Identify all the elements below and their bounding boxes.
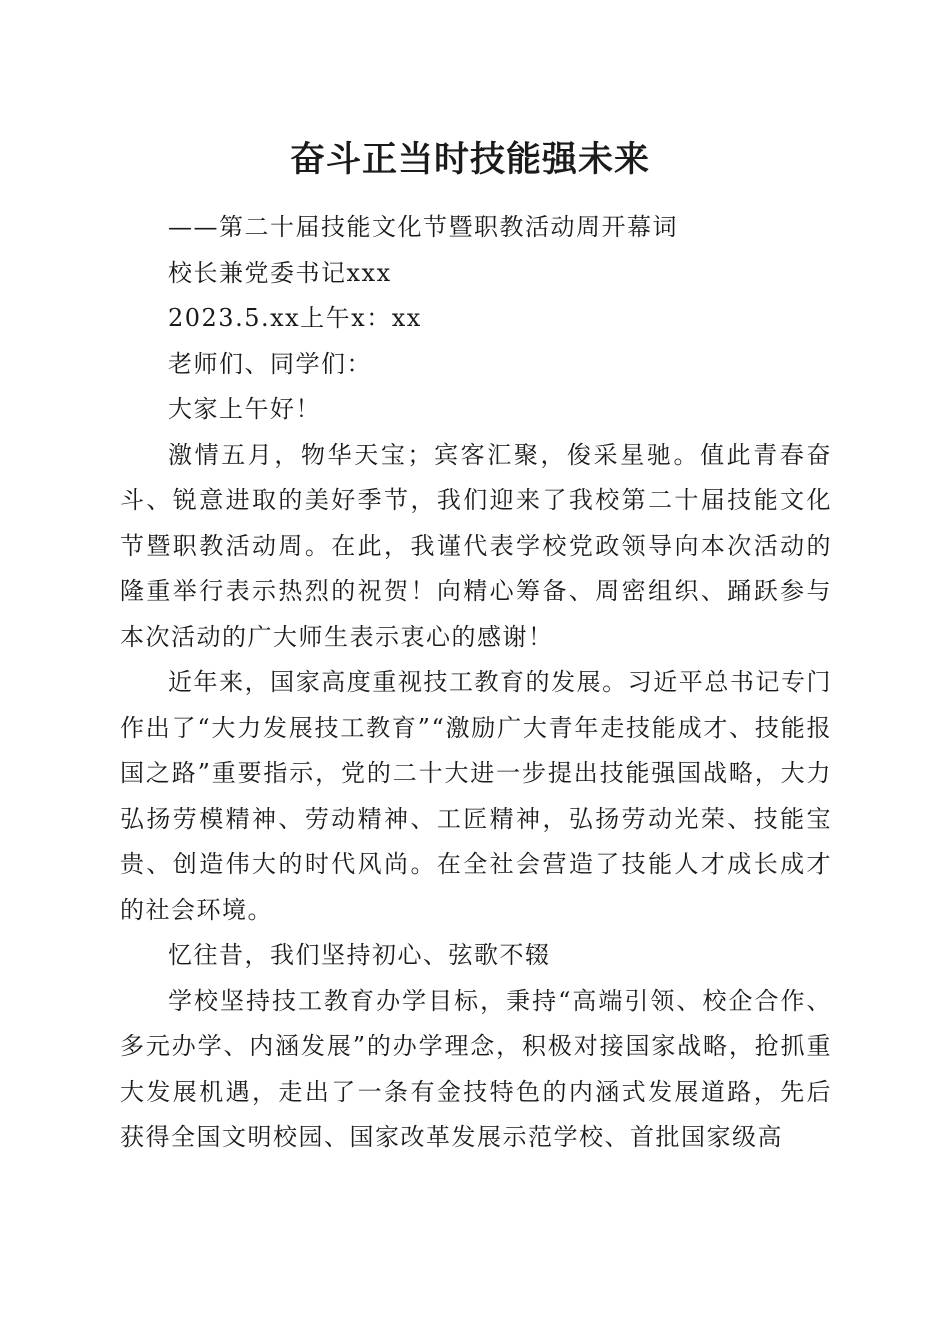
subtitle: ——第二十届技能文化节暨职教活动周开幕词 — [168, 213, 678, 241]
author-line: 校长兼党委书记xxx — [168, 258, 392, 287]
document-title: 奋斗正当时技能强未来 — [289, 139, 650, 180]
salutation: 老师们、同学们： — [168, 349, 372, 378]
body-paragraph: 近年来，国家高度重视技工教育的发展。习近平总书记专门作出了“大力发展技工教育”“激励广大青年走技能成才、技能报国之路”重要指示，党的二十大进一步提出技能强国战略，大力弘扬劳模精神、劳动精神、工匠精神，弘扬劳动光荣、技能宝贵、创造伟大的时代风尚。在全社会营造了技能人才成长成才的社会环境。 — [120, 668, 832, 924]
body-paragraph: 学校坚持技工教育办学目标，秉持“高端引领、校企合作、多元办学、内涵发展”的办学理念，积极对接国家战略，抢抓重大发展机遇，走出了一条有金技特色的内涵式发展道路，先后获得全国文明校园、国家改革发展示范学校、首批国家级高 — [120, 986, 832, 1151]
greeting: 大家上午好！ — [168, 395, 321, 423]
date-line: 2023.5.xx上午x：xx — [168, 304, 422, 332]
section-heading: 忆往昔，我们坚持初心、弦歌不辍 — [168, 941, 551, 969]
document-body — [120, 205, 832, 1161]
body-paragraph: 激情五月，物华天宝；宾客汇聚，俊采星驰。值此青春奋斗、锐意进取的美好季节，我们迎来了我校第二十届技能文化节暨职教活动周。在此，我谨代表学校党政领导向本次活动的隆重举行表示热烈的祝贺！向精心筹备、周密组织、踊跃参与本次活动的广大师生表示衷心的感谢！ — [120, 440, 832, 651]
